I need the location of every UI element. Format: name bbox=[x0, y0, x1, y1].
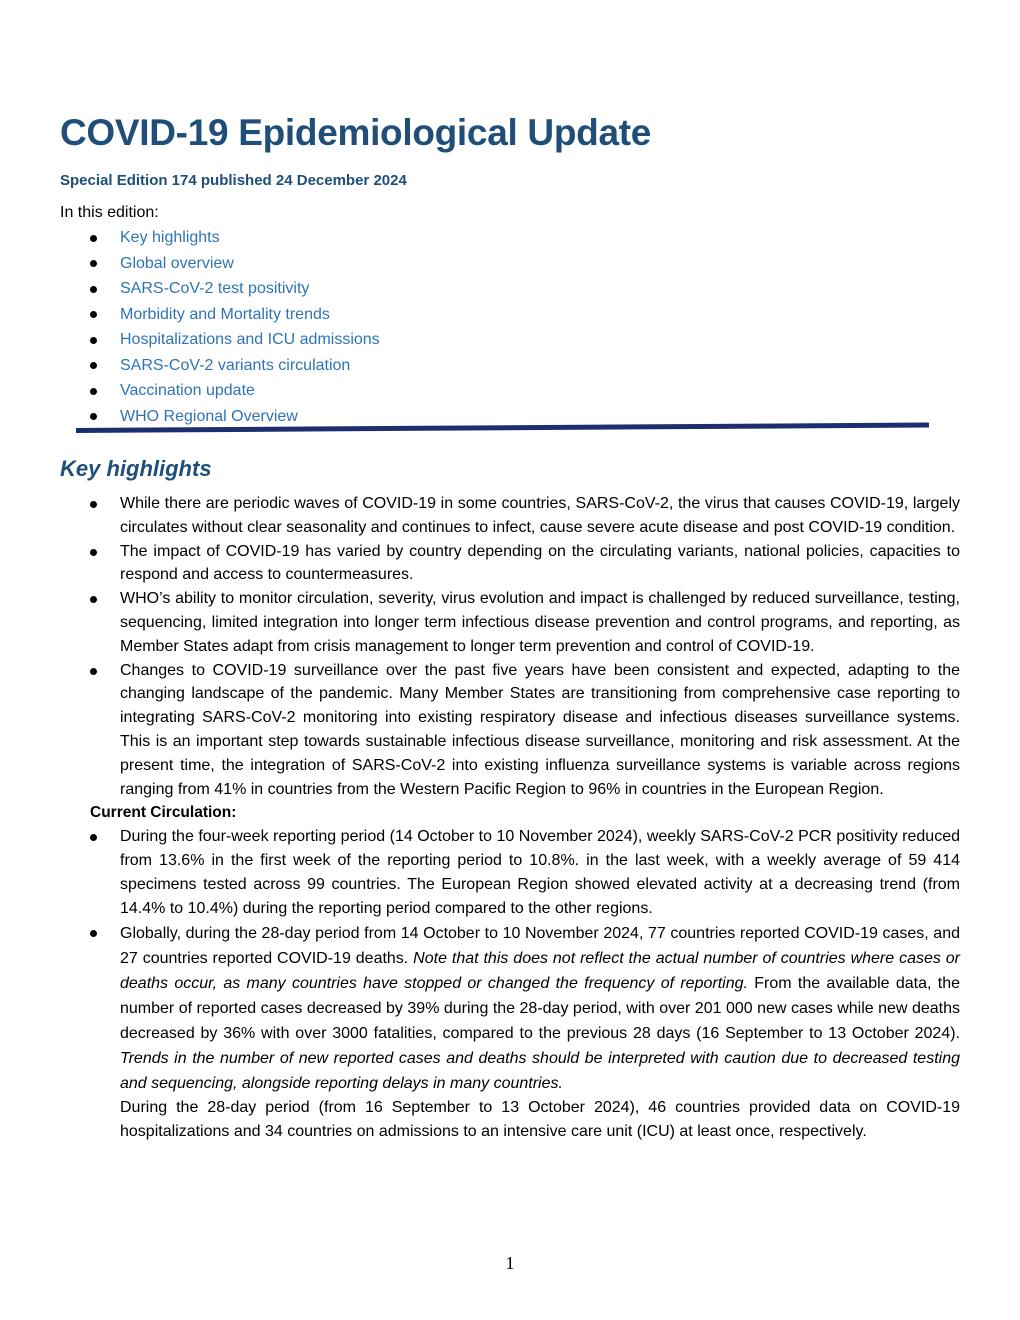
highlight-text: Changes to COVID-19 surveillance over the past five years have been consistent and expected, adapting to the changing landscape of the pandemic. Many Member States are transitioning from comprehensive case reporting to integrating SARS-CoV-2 monitoring into existing respiratory disease and infectious diseases surveillance systems. This is an important step towards sustainable infectious disease surveillance, monitoring and risk assessment. At the present time, the integration of SARS-CoV-2 into existing influenza surveillance systems is variable across regions ranging from 41% in countries from the Western Pacific Region to 96% in countries in the European Region. bbox=[120, 661, 960, 798]
list-item bbox=[60, 921, 960, 1096]
circulation-text-part: Globally, during the 28-day period from 14 October to 10 November 2024, 77 countries reported COVID-19 cases, and 27 countries reported COVID-19 deaths. bbox=[120, 924, 960, 967]
list-item bbox=[60, 825, 960, 920]
page-number: 1 bbox=[505, 1253, 515, 1273]
bullet-icon bbox=[90, 388, 97, 395]
toc-link-global-overview[interactable]: Global overview bbox=[120, 254, 234, 272]
bullet-icon bbox=[90, 362, 97, 369]
bullet-icon bbox=[90, 337, 97, 344]
bullet-icon bbox=[90, 668, 97, 675]
bullet-icon bbox=[90, 596, 97, 603]
toc-link-morbidity-mortality[interactable]: Morbidity and Mortality trends bbox=[120, 305, 330, 323]
edition-subtitle: Special Edition 174 published 24 December 2024 bbox=[60, 172, 407, 189]
highlights-body bbox=[60, 492, 960, 1145]
highlight-text: While there are periodic waves of COVID-19 in some countries, SARS-CoV-2, the virus that causes COVID-19, largely circulates without clear seasonality and continues to infect, cause severe acute disease and post COVID-19 condition. bbox=[120, 495, 960, 536]
toc-link-variants[interactable]: SARS-CoV-2 variants circulation bbox=[120, 356, 351, 374]
list-item bbox=[60, 540, 960, 588]
toc-link-regional-overview[interactable]: WHO Regional Overview bbox=[120, 407, 298, 425]
bullet-icon bbox=[90, 286, 97, 293]
circulation-note-italic: Note that this does not reflect the actual number of countries where cases or deaths occur, as many countries have stopped or changed the frequency of reporting. bbox=[120, 949, 960, 992]
circulation-text: During the four-week reporting period (14 October to 10 November 2024), weekly SARS-CoV-2 PCR positivity reduced from 13.6% in the first week of the reporting period to 10.8%. in the last week, with a weekly average of 59 414 specimens tested across 99 countries. The European Region showed elevated activity at a decreasing trend (from 14.4% to 10.4%) during the reporting period compared to the other regions. bbox=[120, 828, 960, 917]
toc-link-hospitalizations[interactable]: Hospitalizations and ICU admissions bbox=[120, 331, 380, 348]
highlight-text: The impact of COVID-19 has varied by country depending on the circulating variants, national policies, capacities to respond and access to countermeasures. bbox=[120, 542, 960, 584]
bullet-icon bbox=[90, 930, 97, 937]
bullet-icon bbox=[90, 549, 97, 556]
toc-intro: In this edition: bbox=[60, 204, 159, 221]
bullet-icon bbox=[90, 235, 97, 242]
bullet-icon bbox=[90, 501, 97, 508]
bullet-icon bbox=[90, 311, 97, 318]
toc-link-test-positivity[interactable]: SARS-CoV-2 test positivity bbox=[120, 280, 310, 297]
bullet-icon bbox=[90, 260, 97, 267]
toc-link-vaccination[interactable]: Vaccination update bbox=[120, 382, 255, 399]
toc-link-key-highlights[interactable]: Key highlights bbox=[120, 229, 220, 246]
list-item bbox=[60, 659, 960, 802]
circulation-text-part: From the available data, the number of reported cases decreased by 39% during the 28-day period, with over 201 000 new cases while new deaths decreased by 36% with over 3000 fatalities, compared to the previous 28 days (16 September to 13 October 2024). bbox=[120, 974, 960, 1042]
list-item bbox=[60, 492, 960, 540]
section-heading: Key highlights bbox=[60, 456, 212, 481]
bullet-icon bbox=[90, 413, 97, 420]
document-title: COVID-19 Epidemiological Update bbox=[60, 112, 652, 153]
list-item bbox=[60, 587, 960, 658]
continuation-paragraph: During the 28-day period (from 16 September to 13 October 2024), 46 countries provided data on COVID-19 hospitalizations and 34 countries on admissions to an intensive care unit (ICU) at least once, respectively. bbox=[120, 1098, 960, 1141]
bullet-icon bbox=[90, 834, 97, 841]
highlight-text: WHO’s ability to monitor circulation, severity, virus evolution and impact is challenged by reduced surveillance, testing, sequencing, limited integration into longer term infectious disease prevention and control programs, and reporting, as Member States adapt from crisis management to longer term prevention and control of COVID-19. bbox=[120, 590, 960, 655]
circulation-note-italic: Trends in the number of new reported cases and deaths should be interpreted with caution due to decreased testing and sequencing, alongside reporting delays in many countries. bbox=[120, 1049, 960, 1092]
current-circulation-heading: Current Circulation: bbox=[90, 804, 237, 822]
